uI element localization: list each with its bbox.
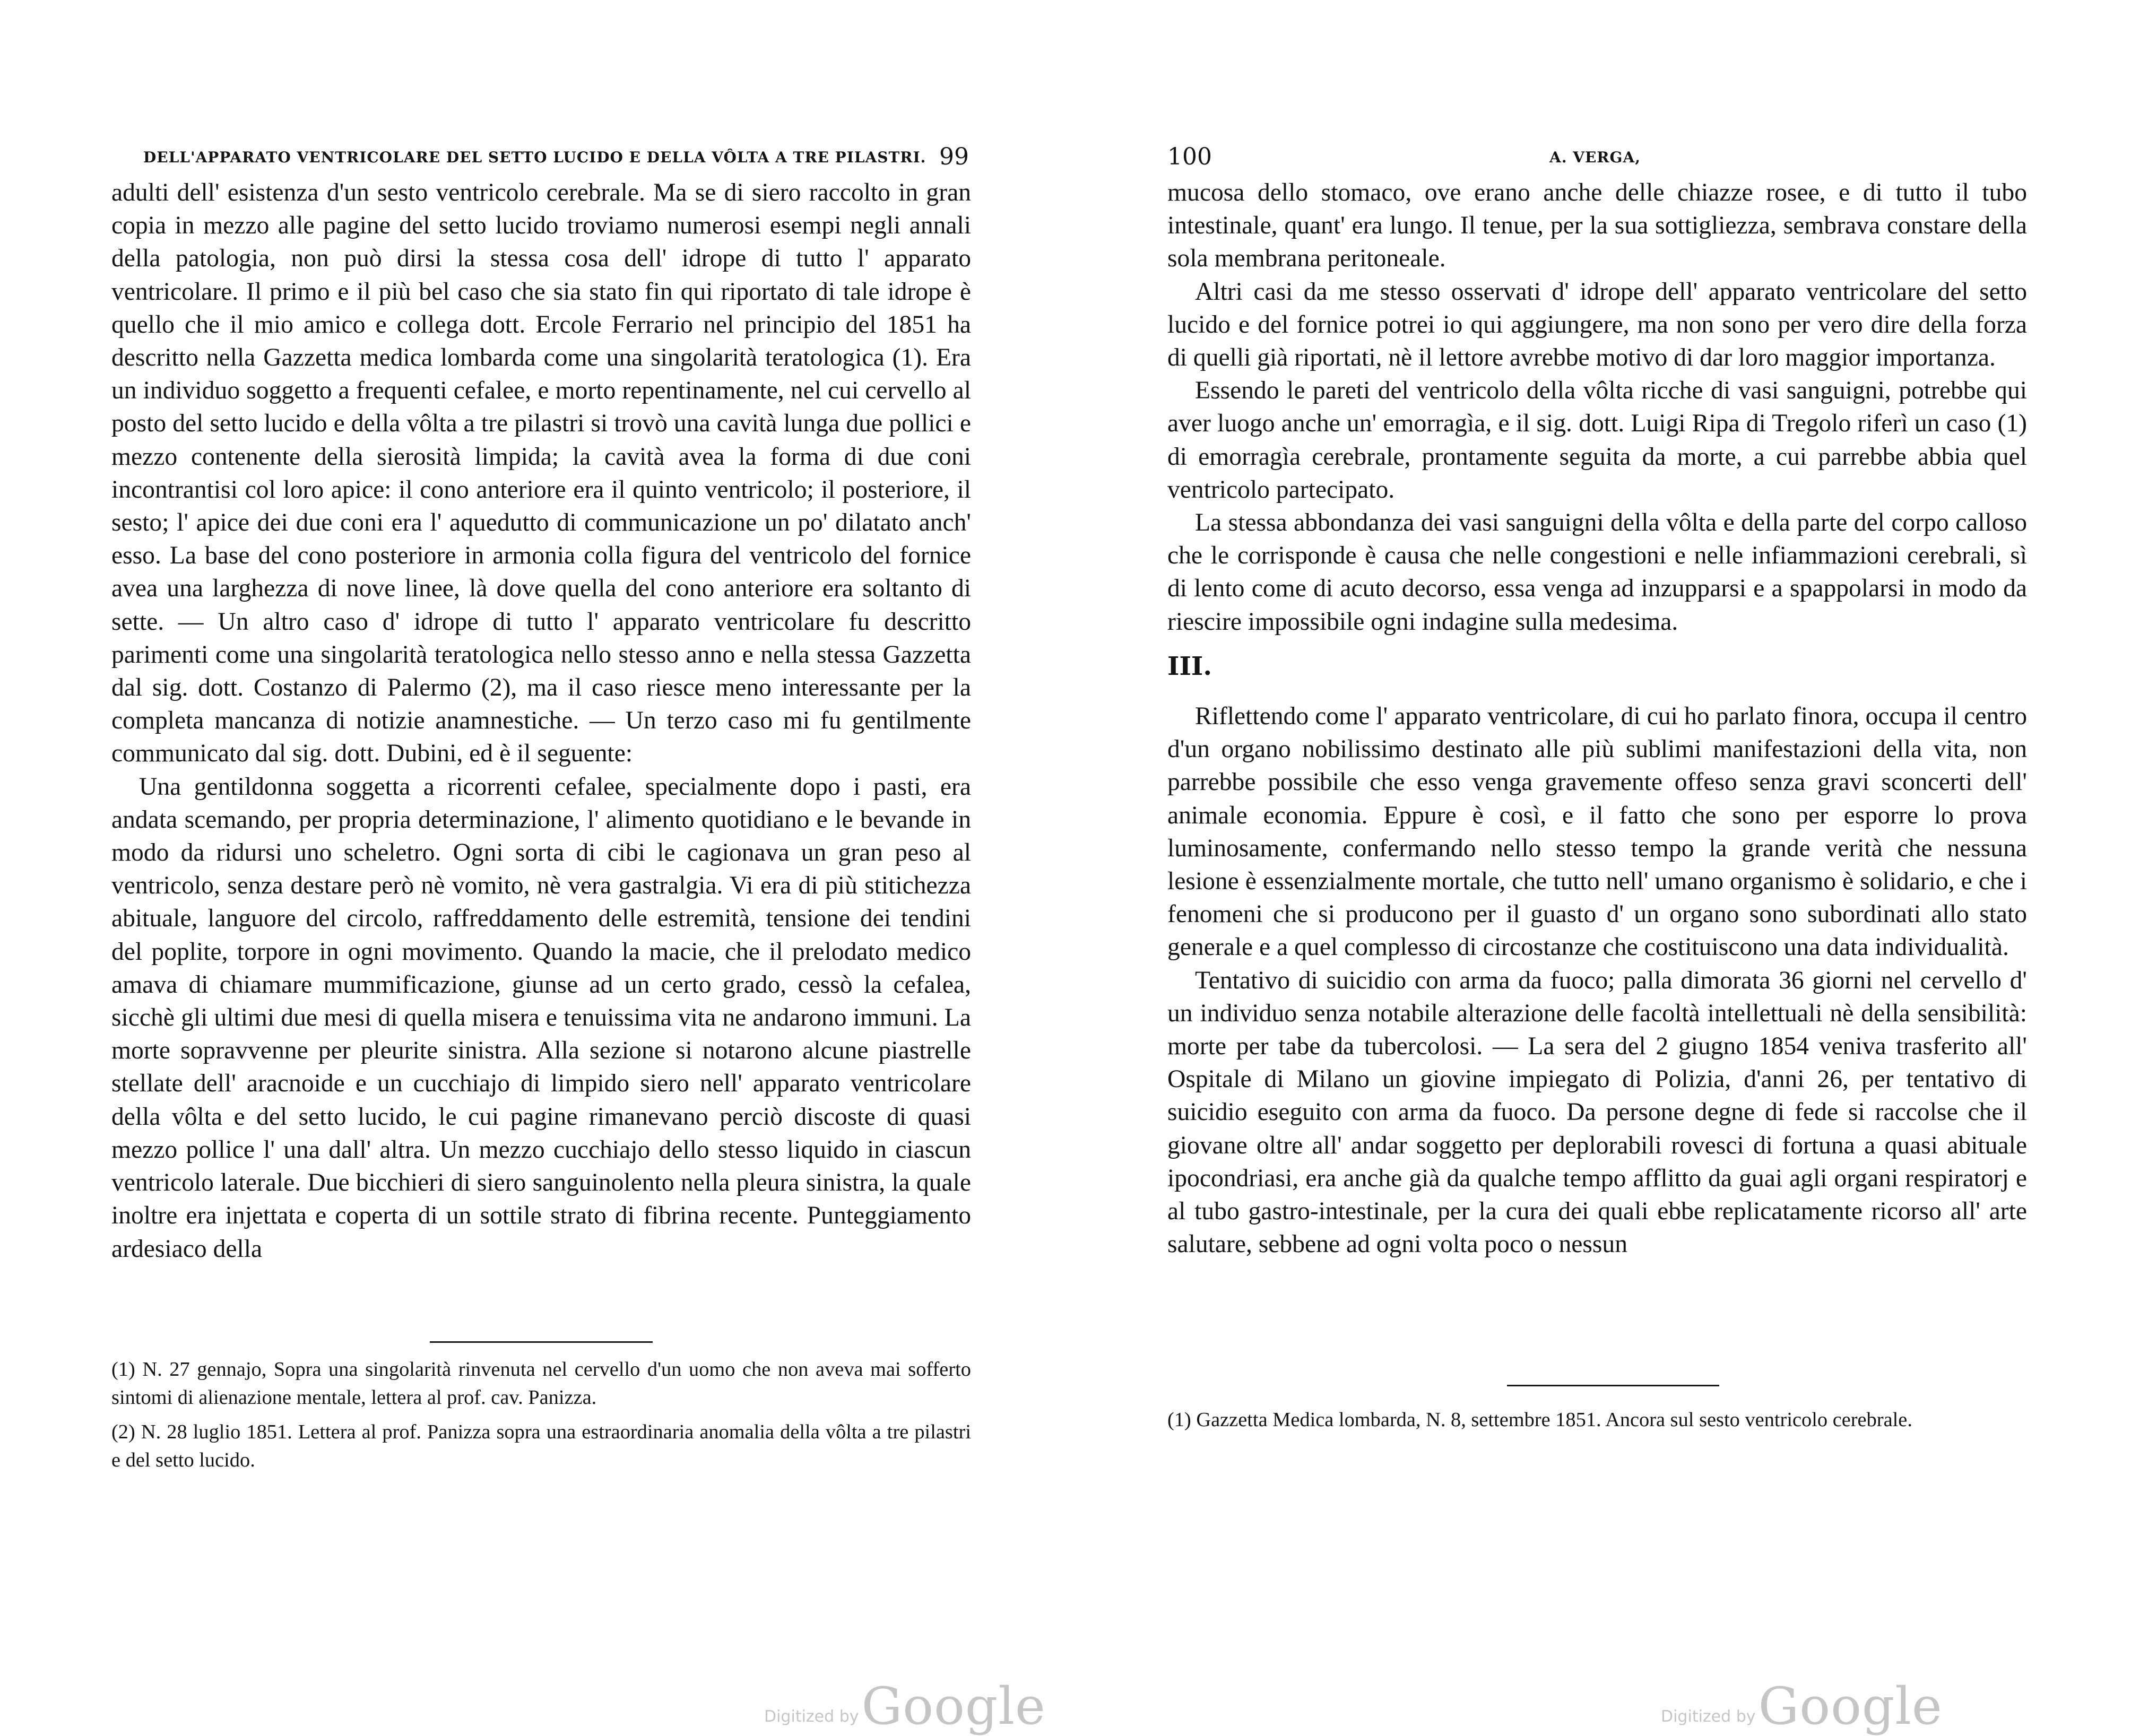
left-footnote-rule (430, 1341, 653, 1343)
left-footnote-1: (1) N. 27 gennajo, Sopra una singolarità rinvenuta nel cervello d'un uomo che non aveva mai sofferto sintomi di alienazione mentale, lettera al prof. cav. Panizza. (111, 1358, 976, 1409)
left-page-number: 99 (939, 143, 969, 170)
left-page-body (111, 176, 977, 1265)
right-watermark (1661, 1677, 1943, 1736)
right-running-title: A. VERGA, (1549, 149, 1641, 166)
left-watermark-brand: Google (861, 1677, 1046, 1736)
left-footnotes (111, 1356, 976, 1481)
left-footnote-2: (2) N. 28 luglio 1851. Lettera al prof. Panizza sopra una estraordinaria anomalia della vôlta a tre pilastri e del setto lucido. (111, 1421, 976, 1471)
right-paragraph-2: Altri casi da me stesso osservati d' idrope dell' apparato ventricolare del setto lucido e del fornice potrei io qui aggiungere, ma non sono per vero dire della forza di quelli già riportati, nè il lettore avrebbe motivo di dar loro maggior importanza. (1167, 277, 2033, 372)
left-watermark-prefix: Digitized by (764, 1707, 859, 1726)
left-watermark (764, 1677, 1046, 1736)
right-paragraph-1: mucosa dello stomaco, ove erano anche delle chiazze rosee, e di tutto il tubo intestinale, quant' era lungo. Il tenue, per la sua sottigliezza, sembrava constare della sola membrana peritoneale. (1167, 179, 2033, 273)
right-page-body (1167, 176, 2033, 1261)
right-footnote-rule (1507, 1385, 1719, 1386)
left-page (111, 0, 1046, 1736)
right-page (1167, 0, 2038, 1736)
section-heading: III. (1167, 651, 1212, 681)
right-section-paragraph-1: Riflettendo come l' apparato ventricolare, di cui ho parlato finora, occupa il centro d'un organo nobilissimo destinato alle più sublimi manifestazioni della vita, non parrebbe possibile che esso venga gravemente offeso senza gravi sconcerti dell' animale economia. Eppure è così, e il fatto che sono per esporre lo prova luminosamente, confermando nello stesso tempo la grande verità che nessuna lesione è essenzialmente mortale, che tutto nell' umano organismo è solidario, e che i fenomeni che si producono per il guasto d' un organo sono subordinati allo stato generale e a quel complesso di circostanze che costituiscono una data individualità. (1167, 702, 2033, 961)
right-paragraph-3: Essendo le pareti del ventricolo della vôlta ricche di vasi sanguigni, potrebbe qui aver luogo anche un' emorragìa, e il sig. dott. Luigi Ripa di Tregolo riferì un caso (1) di emorragìa cerebrale, prontamente seguita da morte, a cui parrebbe abbia quel ventricolo partecipato. (1167, 377, 2033, 504)
right-paragraph-4: La stessa abbondanza dei vasi sanguigni della vôlta e della parte del corpo calloso che le corrisponde è causa che nelle congestioni e nelle infiammazioni cerebrali, sì di lento come di acuto decorso, essa venga ad inzupparsi e a spappolarsi in modo da riescire impossibile ogni indagine sulla medesima. (1167, 509, 2033, 636)
right-page-header (1167, 143, 2038, 170)
left-running-title: DELL'APPARATO VENTRICOLARE DEL SETTO LUCIDO E DELLA VÔLTA A TRE PILASTRI. (143, 149, 926, 166)
left-paragraph-2: Una gentildonna soggetta a ricorrenti cefalee, specialmente dopo i pasti, era andata scemando, per propria determinazione, l' alimento quotidiano e le bevande in modo da ridursi uno scheletro. Ogni sorta di cibi le cagionava un gran peso al ventricolo, senza destare però nè vomito, nè vera gastralgia. Vi era di più stitichezza abituale, languore del circolo, raffreddamento delle estremità, tensione dei tendini del poplite, torpore in ogni movimento. Quando la macie, che il prelodato medico amava di chiamare mummificazione, giunse ad un certo grado, cessò la cefalea, sicchè gli ultimi due mesi di quella misera e tenuissima vita ne andarono immuni. La morte sopravvenne per pleurite sinistra. Alla sezione si notarono alcune piastrelle stellate dell' aracnoide e un cucchiajo di limpido siero nell' apparato ventricolare della vôlta e del setto lucido, le cui pagine rimanevano perciò discoste di quasi mezzo pollice l' una dall' altra. Un mezzo cucchiajo dello stesso liquido in ciascun ventricolo laterale. Due bicchieri di siero sanguinolento nella pleura sinistra, la quale inoltre era injettata e coperta di un sottile strato di fibrina recente. Punteggiamento ardesiaco della (111, 772, 977, 1263)
right-section-paragraph-2: Tentativo di suicidio con arma da fuoco; palla dimorata 36 giorni nel cervello d' un individuo senza notabile alterazione delle facoltà intellettuali nè della sensibilità: morte per tabe da tubercolosi. — La sera del 2 giugno 1854 veniva trasferito all' Ospitale di Milano un giovine impiegato di Polizia, d'anni 26, per tentativo di suicidio eseguito con arma da fuoco. Da persone degne di fede si raccolse che il giovane oltre all' andar soggetto per deplorabili rovesci di fortuna a quasi abituale ipocondriasi, era anche già da qualche tempo afflitto da guai agli organi respiratorj e al tubo gastro-intestinale, per la cura dei quali ebbe replicatamente ricorso all' arte salutare, sebbene ad ogni volta poco o nessun (1167, 966, 2033, 1258)
right-watermark-brand: Google (1758, 1677, 1943, 1736)
left-paragraph-1: adulti dell' esistenza d'un sesto ventricolo cerebrale. Ma se di siero raccolto in gran copia in mezzo alle pagine del setto lucido troviamo numerosi esempi negli annali della patologia, non può dirsi la stessa cosa dell' idrope di tutto l' apparato ventricolare. Il primo e il più bel caso che sia stato fin qui riportato di tale idrope è quello che il mio amico e collega dott. Ercole Ferrario nel principio del 1851 ha descritto nella Gazzetta medica lombarda come una singolarità teratologica (1). Era un individuo soggetto a frequenti cefalee, e morto repentinamente, nel cui cervello al posto del setto lucido e della vôlta a tre pilastri si trovò una cavità lunga due pollici e mezzo contenente della sierosità limpida; la cavità avea la forma di due coni incontrantisi col loro apice: il cono anteriore era il quinto ventricolo; il posteriore, il sesto; l' apice dei due coni era l' aquedutto di communicazione un po' dilatato anch' esso. La base del cono posteriore in armonia colla figura del ventricolo del fornice avea una larghezza di nove linee, là dove quella del cono anteriore era soltanto di sette. — Un altro caso d' idrope di tutto l' apparato ventricolare fu descritto parimenti come una singolarità teratologica nello stesso anno e nella stessa Gazzetta dal sig. dott. Costanzo di Palermo (2), ma il caso riesce meno interessante per la completa mancanza di notizie anamnestiche. — Un terzo caso mi fu gentilmente communicato dal sig. dott. Dubini, ed è il seguente: (111, 179, 977, 768)
right-footnotes (1167, 1406, 2027, 1440)
left-page-header (111, 143, 982, 170)
right-page-number: 100 (1167, 143, 1212, 170)
right-footnote-1: (1) Gazzetta Medica lombarda, N. 8, settembre 1851. Ancora sul sesto ventricolo cerebrale. (1167, 1409, 1912, 1431)
right-watermark-prefix: Digitized by (1661, 1707, 1756, 1726)
